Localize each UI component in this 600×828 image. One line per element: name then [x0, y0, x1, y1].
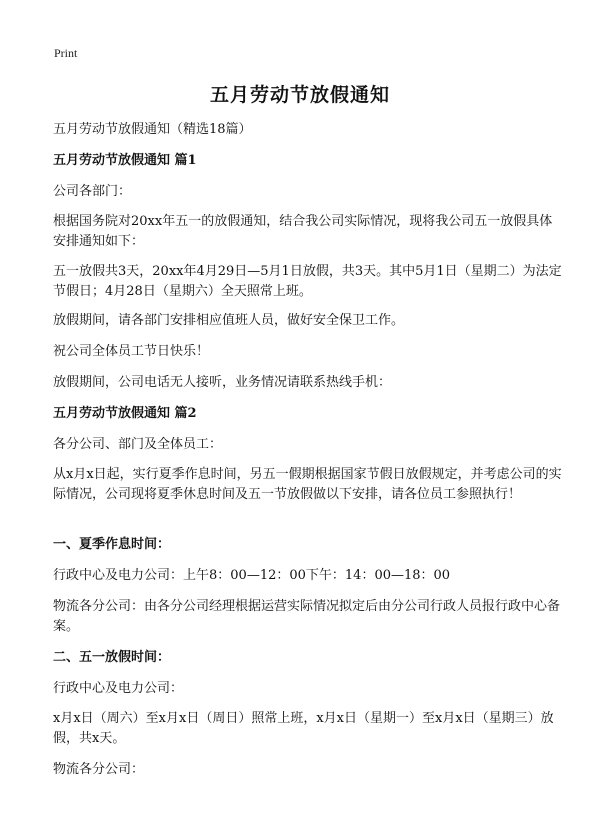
paragraph-schedule-1: 五一放假共3天，20xx年4月29日—5月1日放假，共3天。其中5月1日（星期二）为法定节假日；4月28日（星期六）全天照常上班。 — [53, 264, 562, 299]
section-heading-1: 五月劳动节放假通知 篇1 — [53, 153, 197, 168]
paragraph-intro-1: 根据国务院对20xx年五一的放假通知，结合我公司实际情况，现将我公司五一放假具体安排通知如下： — [53, 214, 553, 249]
paragraph-admin-holiday-detail: x月x日（周六）至x月x日（周日）照常上班，x月x日（星期一）至x月x日（星期三）放假，共x天。 — [53, 711, 554, 746]
subheading-holiday-time: 二、五一放假时间： — [53, 650, 171, 665]
paragraph-salutation-1: 公司各部门： — [53, 184, 132, 199]
paragraph-duty-1: 放假期间，请各部门安排相应值班人员，做好安全保卫工作。 — [53, 313, 405, 328]
paragraph-contact-1: 放假期间，公司电话无人接听，业务情况请联系热线手机： — [53, 375, 392, 390]
section-heading-2: 五月劳动节放假通知 篇2 — [53, 406, 197, 421]
document-title: 五月劳动节放假通知 — [209, 84, 390, 106]
paragraph-admin-hours: 行政中心及电力公司：上午8：00—12：00下午：14：00—18：00 — [53, 568, 451, 583]
document-subtitle: 五月劳动节放假通知（精选18篇） — [53, 122, 252, 137]
paragraph-logistics-hours: 物流各分公司：由各分公司经理根据运营实际情况拟定后由分公司行政人员报行政中心备案。 — [53, 599, 561, 634]
subheading-summer-hours: 一、夏季作息时间： — [53, 537, 171, 552]
paragraph-admin-holiday-label: 行政中心及电力公司： — [53, 681, 184, 696]
paragraph-salutation-2: 各分公司、部门及全体员工： — [53, 437, 223, 452]
paragraph-intro-2: 从x月x日起，实行夏季作息时间，另五一假期根据国家节假日放假规定，并考虑公司的实际情况，公司现将夏季休息时间及五一节放假做以下安排，请各位员工参照执行！ — [53, 467, 562, 502]
paragraph-logistics-holiday-label: 物流各分公司： — [53, 762, 145, 777]
paragraph-greeting-1: 祝公司全体员工节日快乐！ — [53, 344, 210, 359]
print-label[interactable]: Print — [54, 46, 78, 60]
